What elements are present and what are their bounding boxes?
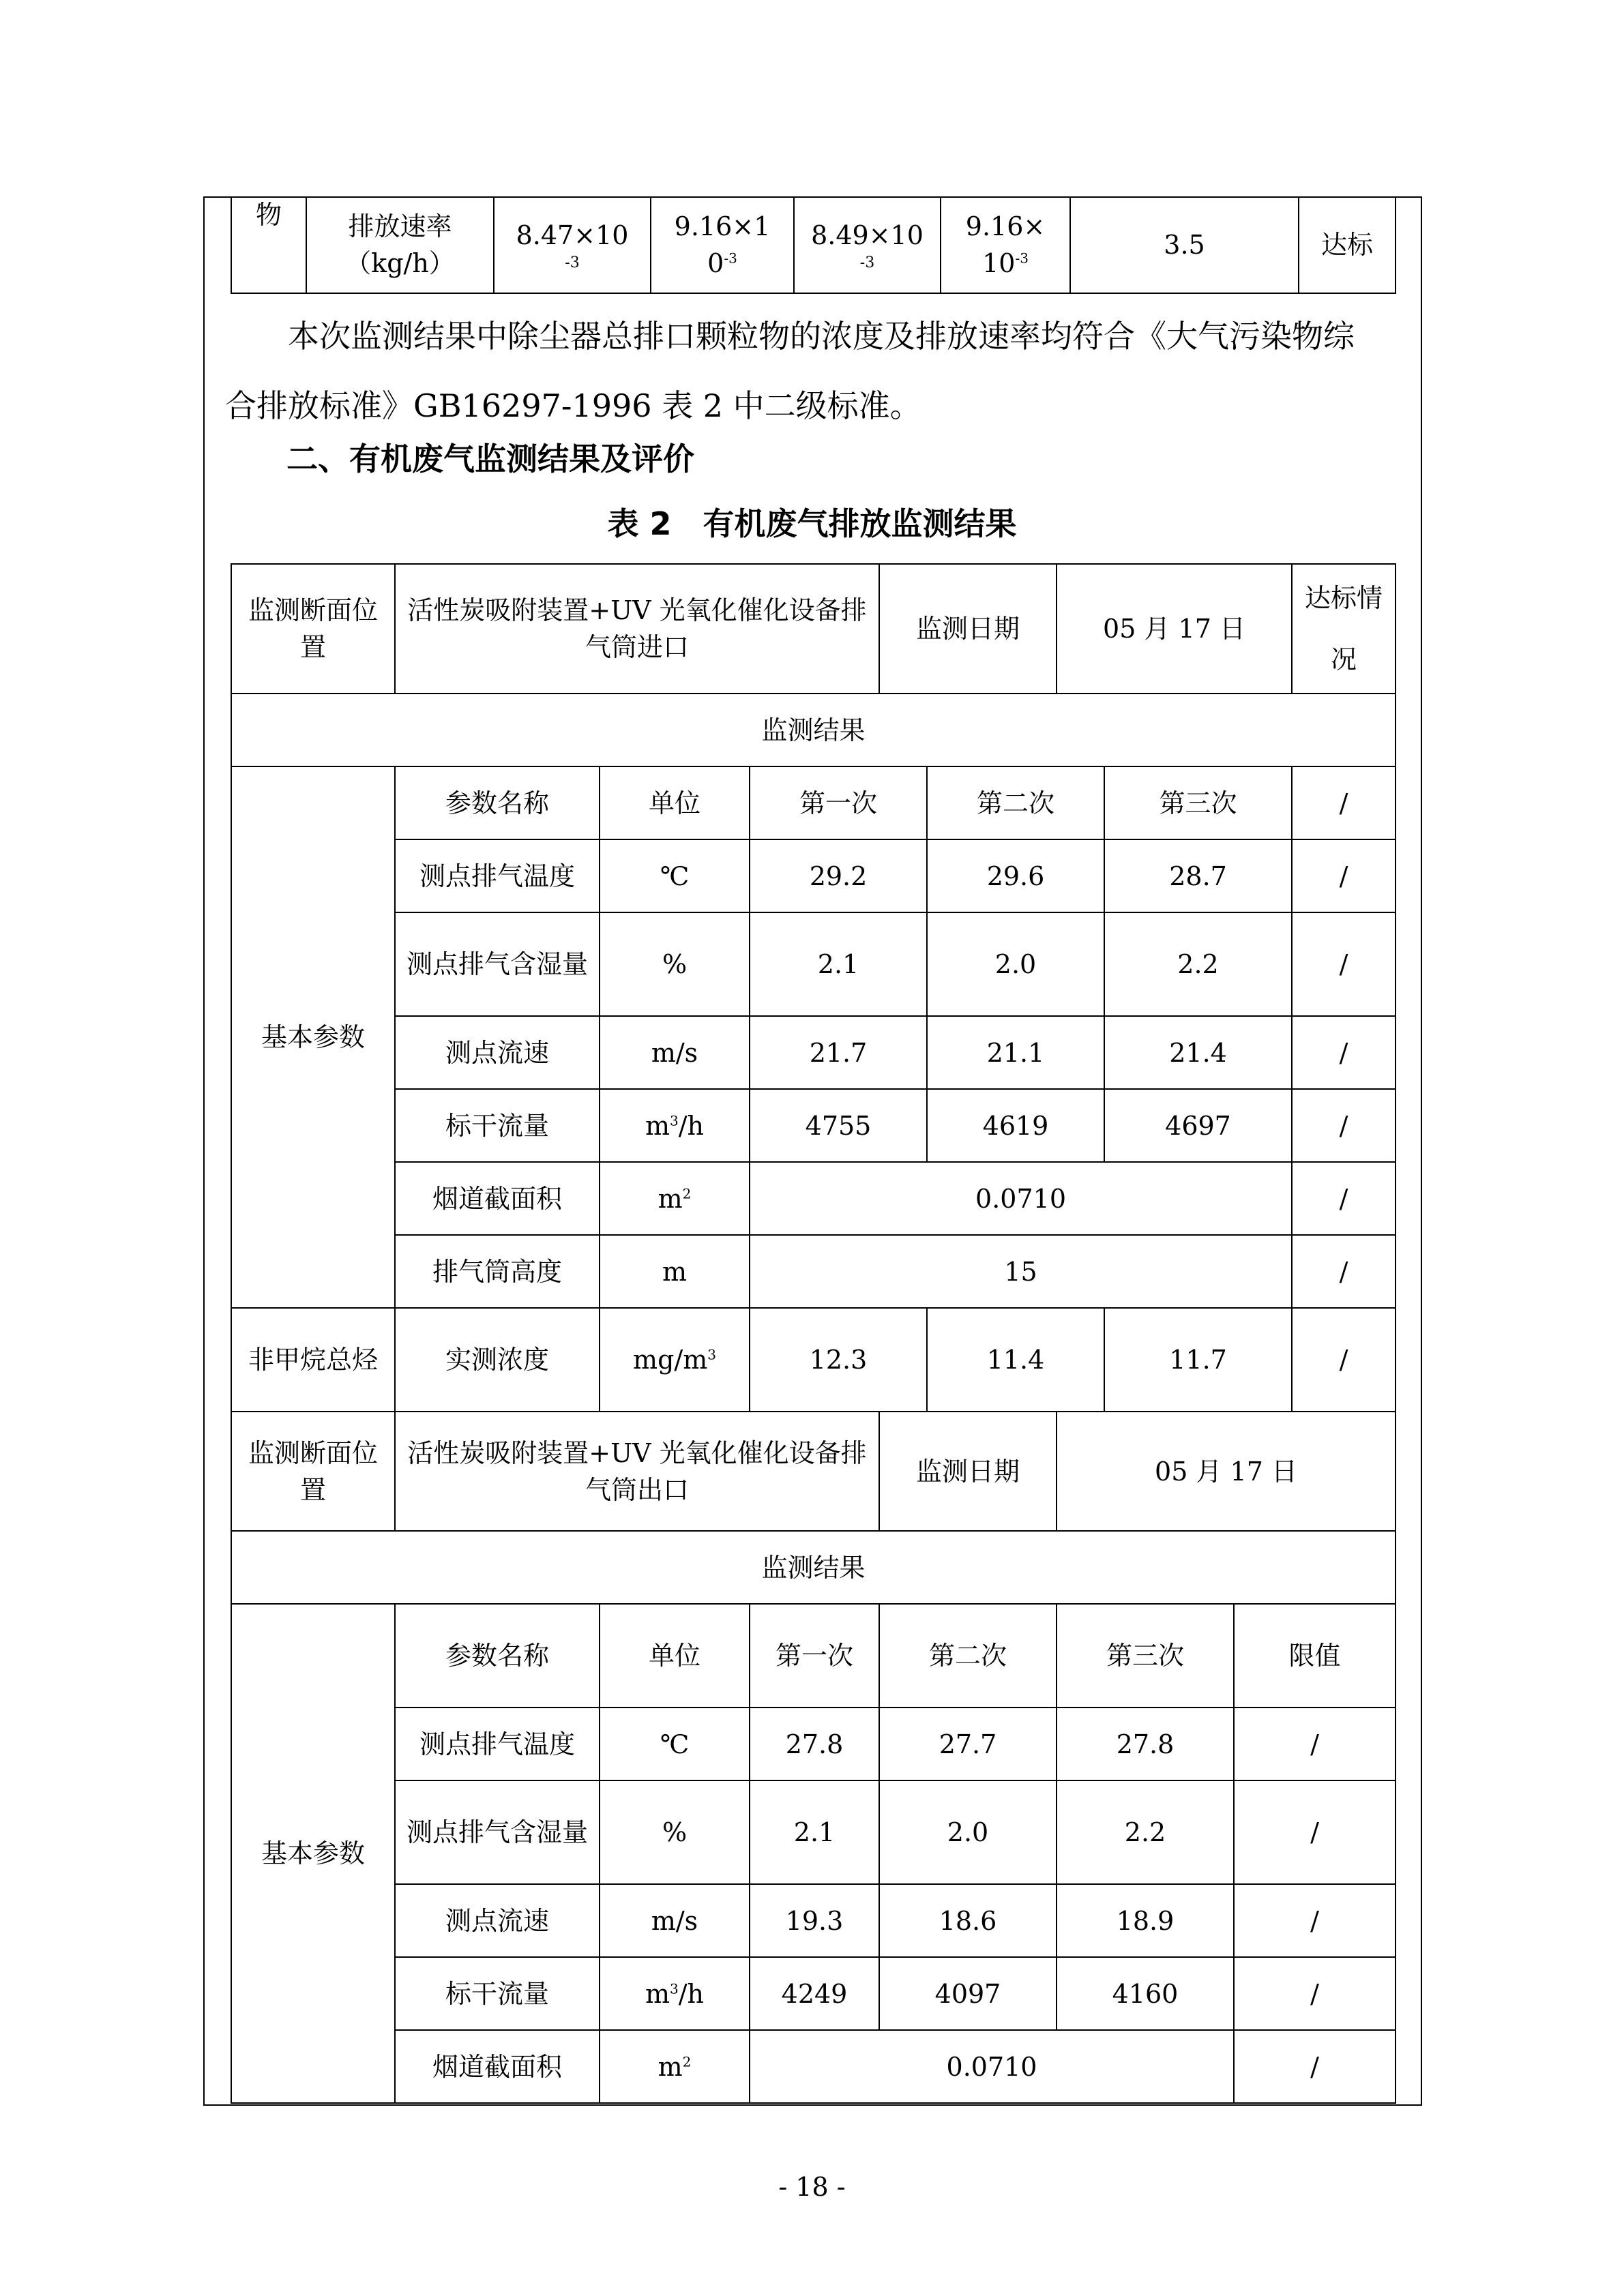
param-unit: ℃ [600,1708,750,1780]
header-unit: 单位 [600,1604,750,1708]
value-1: 2.1 [750,912,927,1016]
param-name: 标干流量 [395,1957,600,2030]
limit-value: / [1234,1708,1396,1780]
value-1: 19.3 [750,1884,879,1957]
param-unit: $m^2$ [600,2030,750,2103]
inlet-group-label: 基本参数 [231,766,395,1308]
emission-rate-label: 排放速率（kg/h） [306,196,494,293]
header-first: 第一次 [750,766,927,839]
status-value: / [1292,1235,1396,1308]
header-second: 第二次 [879,1604,1057,1708]
value-3: 11.7 [1104,1308,1292,1412]
table-row [231,1604,1396,1708]
status-value: / [1292,912,1396,1016]
value-3: 28.7 [1104,839,1292,912]
param-unit: $mg/m^3$ [600,1308,750,1412]
header-second: 第二次 [927,766,1104,839]
table-row [231,564,1396,694]
table-row [231,1884,1396,1957]
value-1: 12.3 [750,1308,927,1412]
param-unit: $m^2$ [600,1162,750,1235]
param-unit: % [600,912,750,1016]
param-unit: m/s [600,1016,750,1089]
value-3: 27.8 [1057,1708,1234,1780]
table-row [231,1708,1396,1780]
table-caption: 表 2 有机废气排放监测结果 [607,505,1017,542]
param-name: 烟道截面积 [395,1162,600,1235]
area-value: 0.0710 [750,1162,1292,1235]
table-row [231,1235,1396,1308]
header-param: 参数名称 [395,766,600,839]
value-2: 4619 [927,1089,1104,1162]
param-name: 排气筒高度 [395,1235,600,1308]
header-third: 第三次 [1104,766,1292,839]
organic-gas-table [231,563,1396,2104]
rate-value-2: 9.16×1 $0^{-3}$ [651,196,794,293]
limit-value: / [1234,1957,1396,2030]
limit-value: / [1234,2030,1396,2103]
param-name: 测点排气温度 [395,839,600,912]
value-2: 2.0 [879,1780,1057,1884]
outlet-date-label: 监测日期 [879,1412,1057,1531]
header-status: / [1292,766,1396,839]
value-1: 29.2 [750,839,927,912]
table-row [231,1957,1396,2030]
param-name: 测点排气温度 [395,1708,600,1780]
outlet-date-value: 05 月 17 日 [1057,1412,1396,1531]
rate-value-1: 8.47×10 -3 [494,196,651,293]
header-first: 第一次 [750,1604,879,1708]
paragraph-1: 本次监测结果中除尘器总排口颗粒物的浓度及排放速率均符合《大气污染物综 [288,318,1355,355]
table-row [231,766,1396,839]
outlet-location-label: 监测断面位置 [231,1412,395,1531]
header-unit: 单位 [600,766,750,839]
inlet-location-label: 监测断面位置 [231,564,395,694]
inlet-date-value: 05 月 17 日 [1057,564,1292,694]
outlet-location-value: 活性炭吸附装置+UV 光氧化催化设备排气筒出口 [395,1412,879,1531]
value-2: 11.4 [927,1308,1104,1412]
table-row [231,694,1396,766]
table-row [231,2030,1396,2103]
outlet-group-label: 基本参数 [231,1604,395,2103]
section-heading: 二、有机废气监测结果及评价 [286,441,694,477]
value-3: 4697 [1104,1089,1292,1162]
status-value: / [1292,1308,1396,1412]
inlet-status-label: 达标情况 [1292,564,1396,694]
outlet-results-label: 监测结果 [231,1531,1396,1604]
param-name: 测点排气含湿量 [395,1780,600,1884]
table-row [231,1308,1396,1412]
status-value: / [1292,1089,1396,1162]
param-name: 烟道截面积 [395,2030,600,2103]
table-row [231,1016,1396,1089]
value-2: 29.6 [927,839,1104,912]
value-3: 18.9 [1057,1884,1234,1957]
value-2: 18.6 [879,1884,1057,1957]
status-value: / [1292,839,1396,912]
inlet-location-value: 活性炭吸附装置+UV 光氧化催化设备排气筒进口 [395,564,879,694]
param-name: 测点流速 [395,1884,600,1957]
table-row [231,839,1396,912]
table-row [231,196,1396,293]
param-name: 测点排气含湿量 [395,912,600,1016]
table-row [231,912,1396,1016]
param-unit: ℃ [600,839,750,912]
page-number: - 18 - [778,2172,846,2202]
table-row [231,1412,1396,1531]
limit-value: / [1234,1884,1396,1957]
value-1: 27.8 [750,1708,879,1780]
status-value: / [1292,1162,1396,1235]
value-2: 21.1 [927,1016,1104,1089]
header-third: 第三次 [1057,1604,1234,1708]
rate-value-3: 8.49×10 -3 [794,196,941,293]
value-3: 2.2 [1104,912,1292,1016]
param-unit: m [600,1235,750,1308]
param-name: 测点流速 [395,1016,600,1089]
param-unit: m/s [600,1884,750,1957]
param-unit: % [600,1780,750,1884]
value-1: 4249 [750,1957,879,2030]
area-value: 0.0710 [750,2030,1234,2103]
nmhc-label: 非甲烷总烃 [231,1308,395,1412]
table-row [231,1780,1396,1884]
header-param: 参数名称 [395,1604,600,1708]
param-unit: $m^3/h$ [600,1089,750,1162]
table-row [231,1162,1396,1235]
previous-table-tail [231,196,1396,294]
value-3: 21.4 [1104,1016,1292,1089]
header-limit: 限值 [1234,1604,1396,1708]
rate-limit: 3.5 [1070,196,1299,293]
value-1: 21.7 [750,1016,927,1089]
table-row [231,1531,1396,1604]
rate-value-4: 9.16× $10^{-3}$ [941,196,1070,293]
pollutant-cell: 物 [231,196,306,293]
inlet-results-label: 监测结果 [231,694,1396,766]
value-3: 4160 [1057,1957,1234,2030]
param-name: 标干流量 [395,1089,600,1162]
value-3: 2.2 [1057,1780,1234,1884]
param-name: 实测浓度 [395,1308,600,1412]
status-value: / [1292,1016,1396,1089]
rate-status: 达标 [1299,196,1396,293]
param-unit: $m^3/h$ [600,1957,750,2030]
value-1: 4755 [750,1089,927,1162]
value-1: 2.1 [750,1780,879,1884]
height-value: 15 [750,1235,1292,1308]
limit-value: / [1234,1780,1396,1884]
value-2: 4097 [879,1957,1057,2030]
value-2: 27.7 [879,1708,1057,1780]
paragraph-2: 合排放标准》GB16297-1996 表 2 中二级标准。 [225,387,921,424]
table-row [231,1089,1396,1162]
inlet-date-label: 监测日期 [879,564,1057,694]
value-2: 2.0 [927,912,1104,1016]
